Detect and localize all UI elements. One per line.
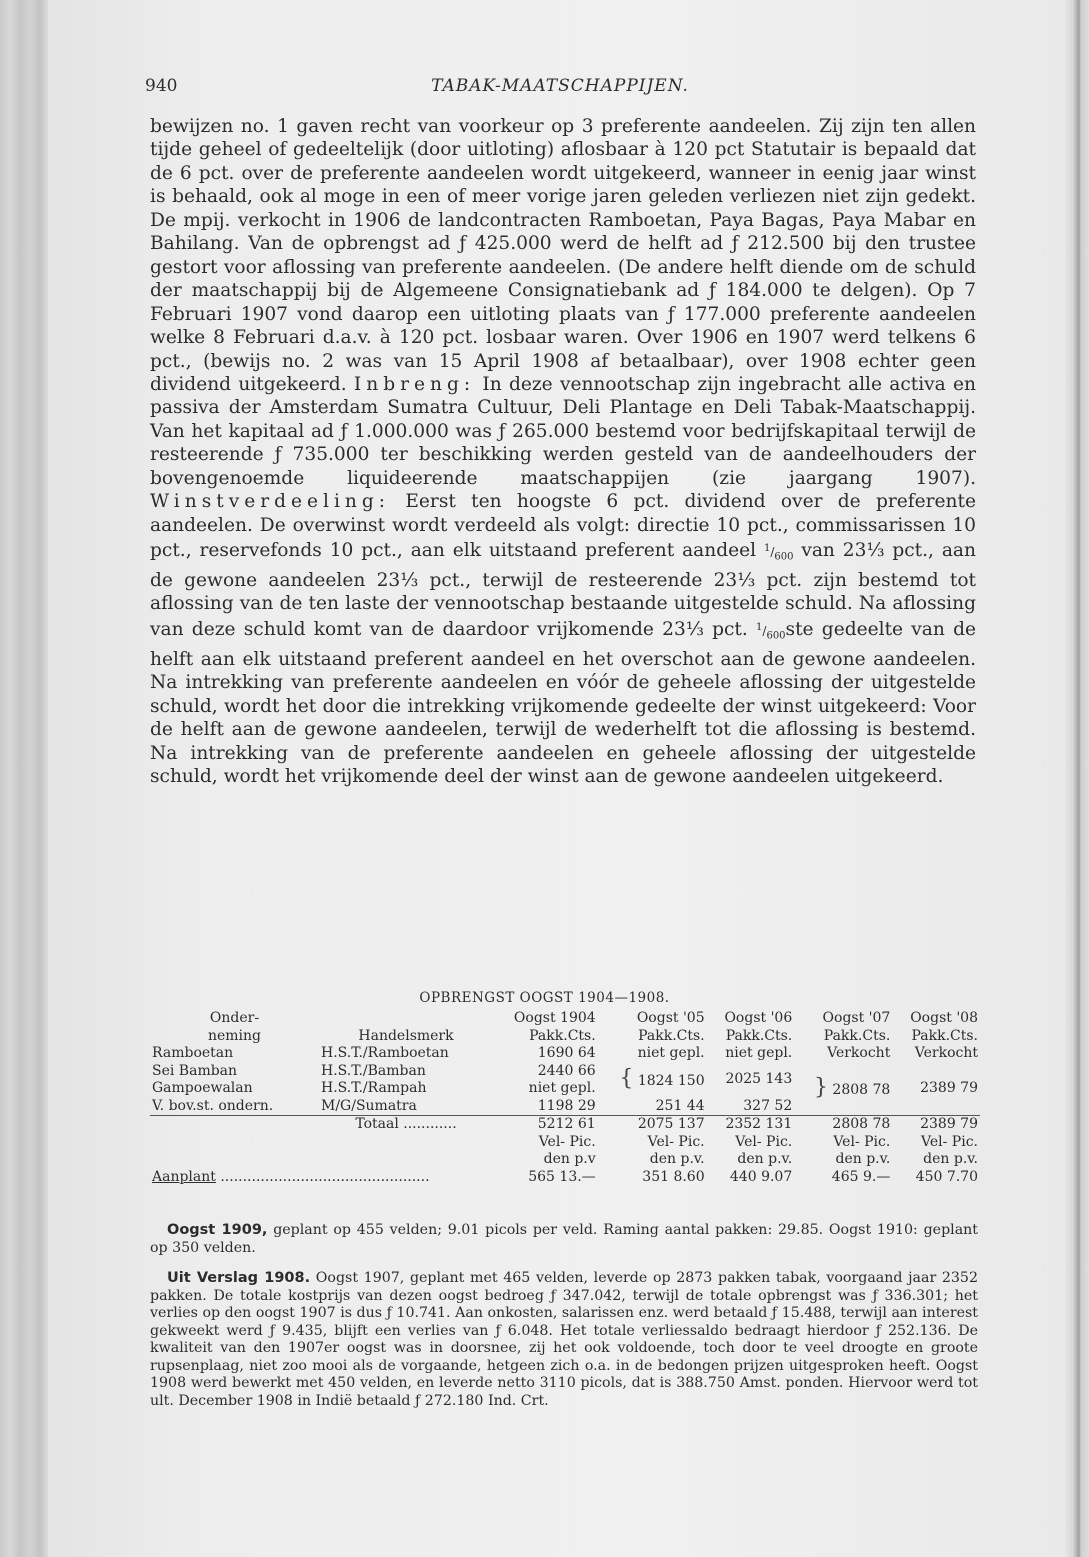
table-cell: niet gepl. bbox=[637, 1045, 705, 1061]
table-cell: 251 44 bbox=[655, 1097, 705, 1114]
left-brace-icon: { bbox=[619, 1065, 634, 1091]
column-header: Oogst '05 bbox=[636, 1010, 705, 1026]
column-header: Pakk.Cts. bbox=[911, 1027, 978, 1044]
oogst-1909-heading: Oogst 1909, bbox=[167, 1222, 268, 1238]
aanplant-label-cell bbox=[150, 1169, 493, 1187]
table-cell: H.S.T./Ramboetan bbox=[321, 1045, 449, 1061]
right-brace-icon: } bbox=[813, 1074, 828, 1100]
fraction-denominator: 600 bbox=[766, 630, 786, 642]
column-header: neming bbox=[207, 1027, 262, 1044]
verslag-heading: Uit Verslag 1908. bbox=[167, 1270, 311, 1286]
column-header: Oogst '06 bbox=[724, 1010, 793, 1026]
table-cell: 327 52 bbox=[743, 1097, 793, 1114]
table-title: OPBRENGST OOGST 1904—1908. bbox=[419, 990, 670, 1006]
column-header: Handelsmerk bbox=[358, 1027, 454, 1044]
sub-header: den p.v. bbox=[649, 1151, 705, 1167]
oogst-1909-text: geplant op 455 velden; 9.01 picols per veld. Raming aantal pakken: 29.85. Oogst 1910: geplant op 350 velden. bbox=[150, 1222, 978, 1256]
sub-header: Vel- Pic. bbox=[647, 1133, 705, 1150]
column-header: Pakk.Cts. bbox=[638, 1027, 705, 1044]
total-cell: 2352 131 bbox=[725, 1116, 793, 1132]
fraction-numerator: 1 bbox=[763, 543, 771, 555]
total-row bbox=[150, 1116, 980, 1134]
column-header: Onder- bbox=[209, 1010, 260, 1026]
running-head bbox=[145, 76, 975, 100]
table-cell: Verkocht bbox=[827, 1045, 891, 1061]
table-cell-merged bbox=[598, 1063, 707, 1098]
total-cell: 2389 79 bbox=[920, 1116, 978, 1132]
page-edge-right bbox=[1065, 0, 1089, 1557]
table-cell: 1198 29 bbox=[537, 1097, 596, 1114]
column-header: Oogst 1904 bbox=[513, 1010, 596, 1026]
table-cell: 2440 66 bbox=[537, 1062, 596, 1079]
body-paragraph bbox=[150, 115, 976, 788]
aanplant-cell: 450 7.70 bbox=[915, 1168, 978, 1185]
table-cell: V. bov.st. ondern. bbox=[152, 1097, 274, 1114]
table-cell: Sei Bamban bbox=[152, 1062, 238, 1079]
column-header: Oogst '08 bbox=[910, 1010, 978, 1026]
table-row bbox=[150, 1045, 980, 1063]
table-cell: M/G/Sumatra bbox=[321, 1097, 417, 1114]
running-title: TABAK-MAATSCHAPPIJEN. bbox=[431, 76, 689, 96]
sub-header: Vel- Pic. bbox=[538, 1133, 596, 1150]
sub-header: den p.v. bbox=[737, 1151, 793, 1167]
column-header: Oogst '07 bbox=[822, 1010, 891, 1026]
aanplant-cell: 465 9.— bbox=[831, 1168, 891, 1185]
total-label: Totaal ............ bbox=[355, 1116, 457, 1132]
sub-header: Vel- Pic. bbox=[735, 1133, 793, 1150]
table-cell: H.S.T./Rampah bbox=[321, 1080, 427, 1096]
total-cell: 5212 61 bbox=[537, 1116, 596, 1132]
sub-header: den p.v. bbox=[923, 1151, 978, 1167]
table-cell: H.S.T./Bamban bbox=[321, 1062, 426, 1079]
inbreng-label: Inbreng: bbox=[353, 373, 476, 395]
table-row bbox=[150, 1063, 980, 1081]
body-text bbox=[150, 115, 976, 788]
table-cell: Verkocht bbox=[914, 1045, 978, 1061]
sub-header: den p.v bbox=[543, 1151, 596, 1167]
table-cell: 1690 64 bbox=[537, 1045, 596, 1061]
table-header-row bbox=[150, 1028, 980, 1046]
table-cell: Gampoewalan bbox=[152, 1080, 253, 1096]
fraction: $^1/_{600}$ bbox=[763, 543, 794, 563]
sub-header: den p.v. bbox=[835, 1151, 891, 1167]
harvest-table bbox=[150, 1010, 980, 1186]
fraction-numerator: 1 bbox=[756, 621, 763, 633]
body-text-segment: In deze vennootschap zijn ingebracht alle activa en passiva der Amsterdam Sumatra Cultuur, Deli Plantage en Deli Tabak-Maatschappij. Van het kapitaal ad ƒ 1.000.000 was ƒ 265.000 bestemd voor bedrijfskapitaal terwijl de resteerende ƒ 735.000 ter beschikking werden gesteld van de aandeelhouders der bovengenoemde liquideerende maatschappijen (zie jaargang 1907). bbox=[150, 373, 976, 489]
verslag-text: Oogst 1907, geplant met 465 velden, leverde op 2873 pakken tabak, voorgaand jaar 2352 pakken. De totale kostprijs van dezen oogst bedroeg ƒ 347.042, terwijl de totale opbrengst was ƒ 336.301; het verlies op den oogst 1907 is dus ƒ 10.741. Aan onkosten, salarissen enz. werd betaald ƒ 15.488, terwijl aan interest gekweekt werd ƒ 9.435, blijft een verlies van ƒ 6.048. Het totale verliessaldo bedraagt hierdoor ƒ 252.136. De kwaliteit van den 1907er oogst was in doorsnee, zij het ook voldoende, toch door te veel droogte en groote rupsenplaag, niet zoo mooi als de vorgaande, hetgeen zich o.a. in de bedongen prijzen uitgesproken heeft. Oogst 1908 werd bewerkt met 450 velden, en leverde netto 3110 picols, dat is 388.750 Amst. ponden. Hiervoor werd tot ult. December 1908 in Indië betaald ƒ 272.180 Ind. Crt. bbox=[150, 1270, 978, 1409]
notes-section bbox=[150, 1222, 978, 1410]
table-cell: niet gepl. bbox=[725, 1045, 793, 1061]
body-text-segment: Eerst ten hoogste 6 pct. dividend over de preferente aandeelen. De overwinst wordt verdeeld als volgt: directie 10 pct., commissarissen 10 pct., reservefonds 10 pct., aan elk uitstaand preferent aandeel bbox=[150, 491, 976, 562]
table-cell-merged bbox=[794, 1063, 892, 1116]
aanplant-cell: 565 13.— bbox=[528, 1168, 596, 1185]
column-header: Pakk.Cts. bbox=[823, 1027, 891, 1044]
total-cell: 2075 137 bbox=[637, 1116, 705, 1132]
total-cell: 2808 78 bbox=[832, 1116, 891, 1132]
fraction-denominator: 600 bbox=[774, 551, 794, 563]
aanplant-cell: 351 8.60 bbox=[642, 1168, 705, 1185]
table-cell-value: 1824 150 bbox=[637, 1072, 705, 1089]
table-cell-merged bbox=[707, 1063, 795, 1098]
aanplant-row bbox=[150, 1169, 980, 1187]
sub-header-row bbox=[150, 1134, 980, 1152]
leader-dots: ............................................... bbox=[220, 1168, 430, 1185]
table-cell-merged: 2389 79 bbox=[920, 1080, 978, 1096]
book-spine-edge bbox=[0, 0, 48, 1557]
body-text-segment: van 23⅓ pct., aan de gewone aandeelen 23⅓ pct., terwijl de resteerende 23⅓ pct. zijn bestemd tot aflossing van de ten laste der vennootschap bestaande uitgestelde schuld. Na aflossing van deze schuld komt van de daardoor vrijkomende 23⅓ pct. bbox=[150, 540, 976, 640]
oogst-1909-paragraph bbox=[150, 1222, 978, 1257]
table-header-row bbox=[150, 1010, 980, 1028]
body-text-segment: ste gedeelte van de helft aan elk uitstaand preferent aandeel en het overschot aan de gewone aandeelen. Na intrekking van preferente aandeelen en vóór de geheele aflossing der uitgestelde schuld, wordt het door die intrekking vrijkomende gedeelte der winst uitgekeerd: Voor de helft aan de gewone aandeelen, terwijl de wederhelft tot die aflossing is bestemd. Na intrekking van de preferente aandeelen en geheele aflossing der uitgestelde schuld, wordt het vrijkomende deel der winst aan de gewone aandeelen uitgekeerd. bbox=[150, 618, 976, 788]
column-header: Pakk.Cts. bbox=[529, 1027, 596, 1044]
sub-header: Vel- Pic. bbox=[921, 1133, 978, 1150]
winstverdeeling-label: Winstverdeeling: bbox=[150, 491, 391, 513]
column-header bbox=[319, 1010, 493, 1028]
column-header: Pakk.Cts. bbox=[725, 1027, 793, 1044]
page-number: 940 bbox=[145, 76, 178, 96]
sub-header-row bbox=[150, 1151, 980, 1169]
sub-header: Vel- Pic. bbox=[833, 1133, 891, 1150]
table-cell: Ramboetan bbox=[152, 1045, 234, 1061]
table-cell-value: 2025 143 bbox=[725, 1071, 793, 1088]
fraction: $^1/_{600}$ bbox=[756, 621, 786, 642]
aanplant-label: Aanplant bbox=[152, 1168, 216, 1185]
table-cell-value: 2808 78 bbox=[832, 1081, 891, 1098]
aanplant-cell: 440 9.07 bbox=[729, 1168, 793, 1185]
verslag-paragraph bbox=[150, 1270, 978, 1410]
body-text-segment: bewijzen no. 1 gaven recht van voorkeur op 3 preferente aandeelen. Zij zijn ten allen tijde geheel of gedeeltelijk (door uitloting) aflosbaar à 120 pct Statutair is bepaald dat de 6 pct. over de preferente aandeelen wordt uitgekeerd, wanneer in eenig jaar winst is behaald, ook al moge in een of meer vorige jaren geleden verliezen niet zijn gedekt. De mpij. verkocht in 1906 de landcontracten Ramboetan, Paya Bagas, Paya Mabar en Bahilang. Van de opbrengst ad ƒ 425.000 werd de helft ad ƒ 212.500 bij den trustee gestort voor aflossing van preferente aandeelen. (De andere helft diende om de schuld der maatschappij bij de Algemeene Consignatiebank ad ƒ 184.000 te delgen). Op 7 Februari 1907 vond daarop een uitloting plaats van ƒ 177.000 preferente aandeelen welke 8 Februari d.a.v. à 120 pct. losbaar waren. Over 1906 en 1907 werd telkens 6 pct., (bewijs no. 2 was van 15 April 1908 af betaalbaar), over 1908 echter geen dividend uitgekeerd. bbox=[150, 116, 976, 395]
table-cell: niet gepl. bbox=[528, 1080, 596, 1096]
